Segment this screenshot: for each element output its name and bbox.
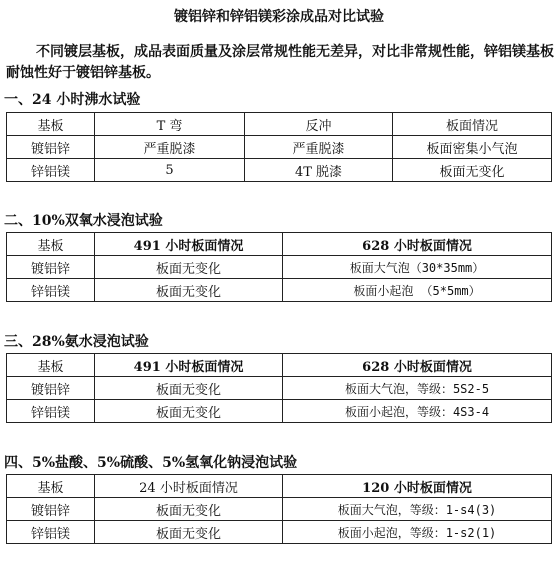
table-cell: 板面无变化 xyxy=(95,400,283,423)
table-cell: 锌铝镁 xyxy=(7,159,95,182)
table-row xyxy=(7,498,552,521)
table-row xyxy=(7,136,552,159)
table-cell: 板面大气泡，等级：5S2-5 xyxy=(283,377,552,400)
table-row xyxy=(7,279,552,302)
table-cell: 板面无变化 xyxy=(95,279,283,302)
table-cell: 5 xyxy=(95,159,245,182)
section-2-table xyxy=(6,232,552,302)
table-cell: 锌铝镁 xyxy=(7,400,95,423)
table-row xyxy=(7,159,552,182)
header-cell: T 弯 xyxy=(95,113,245,136)
table-cell: 镀铝锌 xyxy=(7,377,95,400)
table-row xyxy=(7,521,552,544)
intro-paragraph: 不同镀层基板，成品表面质量及涂层常规性能无差异，对比非常规性能，锌铝镁基板耐蚀性好于镀铝锌基板。 xyxy=(6,44,554,81)
header-cell: 基板 xyxy=(7,233,95,256)
document-title: 镀铝锌和锌铝镁彩涂成品对比试验 xyxy=(174,9,384,25)
section-1-table xyxy=(6,112,552,182)
table-cell: 板面小起泡，等级：1-s2(1) xyxy=(283,521,552,544)
header-cell: 628 小时板面情况 xyxy=(283,233,552,256)
table-cell: 板面大气泡（30*35mm） xyxy=(283,256,552,279)
table-cell: 板面小起泡 （5*5mm） xyxy=(283,279,552,302)
section-4-heading: 四、5%盐酸、5%硫酸、5%氢氧化钠浸泡试验 xyxy=(4,455,298,471)
table-cell: 板面小起泡，等级：4S3-4 xyxy=(283,400,552,423)
table-cell: 板面无变化 xyxy=(95,498,283,521)
table-cell: 板面大气泡，等级：1-s4(3) xyxy=(283,498,552,521)
table-cell: 锌铝镁 xyxy=(7,521,95,544)
table-header-row xyxy=(7,233,552,256)
header-cell: 491 小时板面情况 xyxy=(95,233,283,256)
table-row xyxy=(7,400,552,423)
table-cell: 板面无变化 xyxy=(95,521,283,544)
section-3-heading: 三、28%氨水浸泡试验 xyxy=(4,334,149,350)
header-cell: 反冲 xyxy=(245,113,393,136)
header-cell: 基板 xyxy=(7,475,95,498)
table-header-row xyxy=(7,113,552,136)
table-cell: 镀铝锌 xyxy=(7,136,95,159)
section-2-heading: 二、10%双氧水浸泡试验 xyxy=(4,213,163,229)
table-cell: 板面无变化 xyxy=(393,159,552,182)
section-4-table xyxy=(6,474,552,544)
section-3-table xyxy=(6,353,552,423)
table-cell: 镀铝锌 xyxy=(7,498,95,521)
header-cell: 24 小时板面情况 xyxy=(95,475,283,498)
header-cell: 120 小时板面情况 xyxy=(283,475,552,498)
table-cell: 板面密集小气泡 xyxy=(393,136,552,159)
header-cell: 板面情况 xyxy=(393,113,552,136)
section-1-heading: 一、24 小时沸水试验 xyxy=(4,92,141,108)
header-cell: 基板 xyxy=(7,354,95,377)
table-cell: 板面无变化 xyxy=(95,377,283,400)
table-row xyxy=(7,377,552,400)
table-cell: 锌铝镁 xyxy=(7,279,95,302)
table-cell: 镀铝锌 xyxy=(7,256,95,279)
header-cell: 491 小时板面情况 xyxy=(95,354,283,377)
table-header-row xyxy=(7,475,552,498)
table-cell: 严重脱漆 xyxy=(245,136,393,159)
header-cell: 628 小时板面情况 xyxy=(283,354,552,377)
table-cell: 板面无变化 xyxy=(95,256,283,279)
table-cell: 4T 脱漆 xyxy=(245,159,393,182)
table-row xyxy=(7,256,552,279)
table-cell: 严重脱漆 xyxy=(95,136,245,159)
table-header-row xyxy=(7,354,552,377)
header-cell: 基板 xyxy=(7,113,95,136)
